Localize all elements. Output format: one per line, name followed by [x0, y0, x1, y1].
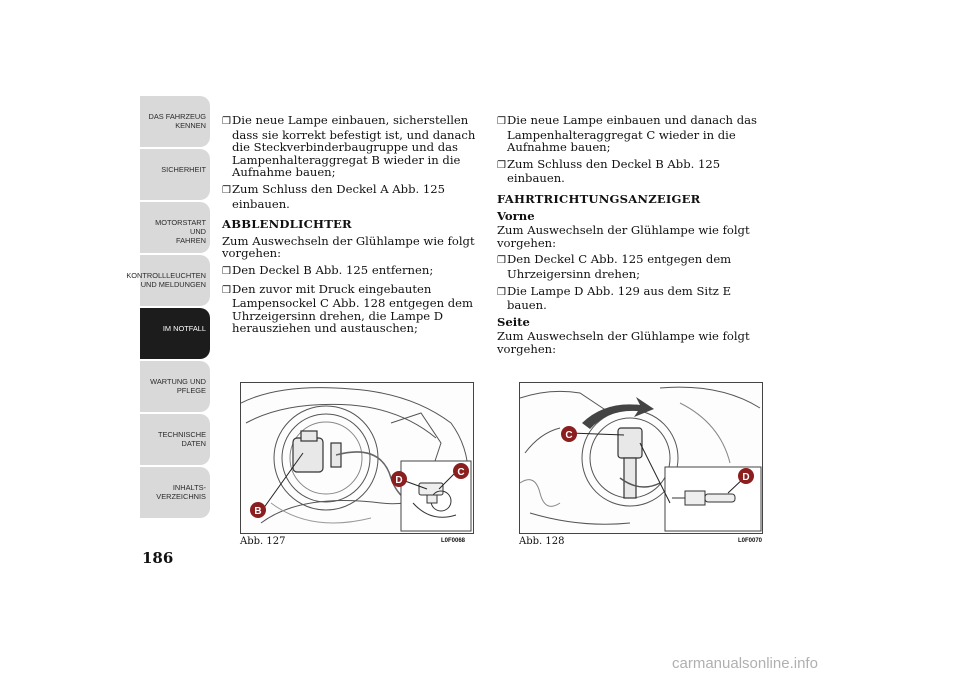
figure-abb-127 — [240, 382, 474, 534]
indicator-illustration — [520, 383, 762, 533]
section-heading: FAHRTRICHTUNGSANZEIGER — [497, 191, 701, 206]
sidebar-item-label: INHALTS- VERZEICHNIS — [156, 483, 206, 501]
callout-label-d — [391, 471, 407, 487]
sidebar-item-inhaltsverzeichnis[interactable] — [140, 467, 210, 518]
checkbox-bullet-icon: ❒ — [497, 255, 506, 267]
figure-abb-128 — [519, 382, 763, 534]
checkbox-bullet-icon: ❒ — [497, 159, 506, 171]
list-item: ❒Den Deckel C Abb. 125 entgegen dem Uhrzeigersinn drehen; — [497, 252, 732, 281]
sidebar-item-das-fahrzeug-kennen[interactable] — [140, 96, 210, 147]
sidebar-item-technische-daten[interactable] — [140, 414, 210, 465]
svg-text:C: C — [565, 430, 573, 441]
svg-text:C: C — [457, 467, 465, 478]
callout-label-b — [250, 502, 266, 518]
list-item: ❒Die neue Lampe einbauen und danach das Lampenhalteraggregat C wieder in die Aufnahme bauen; — [497, 113, 757, 155]
sidebar-item-label: SICHERHEIT — [161, 165, 206, 174]
watermark: carmanualsonline.info — [672, 655, 818, 672]
list-item: ❒Den Deckel B Abb. 125 entfernen; — [222, 262, 434, 277]
checkbox-bullet-icon: ❒ — [222, 265, 231, 277]
sidebar-item-label: DAS FAHRZEUG KENNEN — [148, 112, 206, 130]
sidebar-item-label: IM NOTFALL — [162, 324, 206, 333]
sidebar-item-im-notfall[interactable] — [140, 308, 210, 359]
chapter-sidebar — [126, 96, 210, 520]
svg-text:D: D — [742, 472, 750, 483]
sidebar-item-label: WARTUNG UND PFLEGE — [150, 377, 206, 395]
left-text-column — [222, 114, 490, 339]
sidebar-item-label: KONTROLLLEUCHTEN UND MELDUNGEN — [126, 271, 206, 289]
sidebar-item-label: MOTORSTART UND FAHREN — [155, 218, 206, 245]
sidebar-item-motorstart[interactable] — [140, 202, 210, 253]
sidebar-item-sicherheit[interactable] — [140, 149, 210, 200]
figure-caption: Abb. 128 — [519, 536, 565, 547]
callout-label-c — [453, 463, 469, 479]
section-heading: ABBLENDLICHTER — [222, 217, 352, 232]
page-number: 186 — [142, 549, 174, 567]
callout-label-c — [561, 426, 577, 442]
figure-code: L0F0070 — [738, 538, 763, 544]
sidebar-item-wartung[interactable] — [140, 361, 210, 412]
svg-text:B: B — [254, 506, 262, 517]
figure-caption: Abb. 127 — [240, 536, 286, 547]
checkbox-bullet-icon: ❒ — [222, 184, 231, 196]
figure-code: L0F0068 — [441, 538, 466, 544]
checkbox-bullet-icon: ❒ — [497, 116, 506, 127]
subheading: Vorne — [497, 208, 535, 223]
paragraph: Zum Auswechseln der Glühlampe wie folgt vorgehen: — [497, 329, 750, 356]
paragraph: Zum Auswechseln der Glühlampe wie folgt vorgehen: — [497, 223, 750, 250]
headlight-illustration — [241, 383, 473, 533]
svg-text:D: D — [395, 475, 403, 486]
paragraph: Zum Auswechseln der Glühlampe wie folgt vorgehen: — [222, 233, 475, 261]
subheading: Seite — [497, 314, 530, 329]
checkbox-bullet-icon: ❒ — [497, 286, 506, 298]
checkbox-bullet-icon: ❒ — [222, 116, 231, 127]
list-item: ❒Zum Schluss den Deckel B Abb. 125 einbauen. — [497, 156, 721, 186]
list-item: ❒Zum Schluss den Deckel A Abb. 125 einbauen. — [222, 181, 446, 211]
right-text-column — [497, 114, 772, 360]
list-item: ❒Die neue Lampe einbauen, sicherstellen dass sie korrekt befestigt ist, und danach die Steckverbinderbaugruppe und das Lampenhalteraggregat B wieder in die Aufnahme bauen; — [222, 113, 476, 180]
list-item: ❒Die Lampe D Abb. 129 aus dem Sitz E bauen. — [497, 283, 732, 313]
callout-label-d — [738, 468, 754, 484]
list-item: ❒Den zuvor mit Druck eingebauten Lampensockel C Abb. 128 entgegen dem Uhrzeigersinn drehen, die Lampe D herausziehen und austauschen; — [222, 281, 473, 336]
sidebar-item-kontrollleuchten[interactable] — [126, 255, 210, 306]
sidebar-item-label: TECHNISCHE DATEN — [157, 430, 206, 448]
checkbox-bullet-icon: ❒ — [222, 284, 231, 296]
